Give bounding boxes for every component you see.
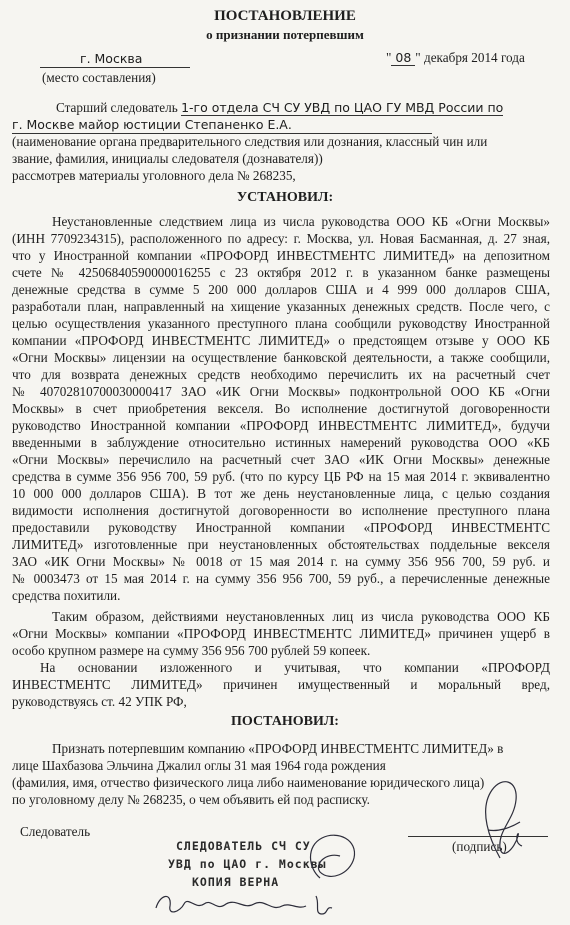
ustanovil-line: разработали план, направленный на хищение указанных денежных средств. После чего, с [12,299,550,314]
ustanovil-line: № 40702810700030000417 ЗАО «ИК Огни Москвы» подконтрольной ООО КБ «Огни [12,384,550,399]
ustanovil-line: Москвы» в счет приобретения векселя. Во исполнение достигнутой договоренности [12,401,550,416]
ustanovil-line: ЛИМИТЕД» изготовленные при неустановленных обстоятельствах поддельные векселя [12,537,550,552]
postanovil-line-1: Признать потерпевшим компанию «ПРОФОРД ИНВЕСТМЕНТС ЛИМИТЕД» в [52,741,504,756]
place-field [40,50,190,68]
ustanovil-heading: УСТАНОВИЛ: [236,190,334,205]
document-title: ПОСТАНОВЛЕНИЕ [214,8,356,24]
postanovil-line-2: лице Шахбазова Эльчина Джалил оглы 31 мая 1964 года рождения [12,758,386,773]
intro-caption-2: звание, фамилия, инициалы следователя (дознавателя)) [12,151,323,166]
conclusion-line: «Огни Москвы» компании «ПРОФОРД ИНВЕСТМЕНТС ЛИМИТЕД» причинен ущерб в [12,626,550,641]
signature-label: Следователь [20,824,91,839]
ustanovil-line: средства похитили. [12,588,121,603]
ustanovil-line: «Огни Москвы» перечислило на расчетный счет ЗАО «ИК Огни Москвы» денежные [12,452,550,467]
basis-line: На основании изложенного и учитывая, что компании «ПРОФОРД [40,660,550,675]
ustanovil-line: «Огни Москвы» лицензии на осуществление банковской деятельности, а также сообщили, [12,350,550,365]
ustanovil-line: (ИНН 7709234315), расположенного по адресу: г. Москва, ул. Новая Басманная, д. 27 зная, [12,231,550,246]
ustanovil-line: счете № 42506840590000016255 с 23 октября 2012 г. в указанном банке размещены [12,265,550,280]
investigator-signature [470,770,540,865]
investigator-title: Старший следователь [56,100,178,115]
place-value: г. Москва [80,51,143,66]
signature-caption: (подпись) [452,839,507,854]
ustanovil-line: № 0003473 от 15 мая 2014 г. на сумму 356 956 700, 59 руб., а перечисленные денежные [12,571,550,586]
document-subtitle: о признании потерпевшим [206,27,364,42]
stamp-line-3: КОПИЯ ВЕРНА [192,875,280,889]
postanovil-heading: ПОСТАНОВИЛ: [231,714,339,729]
ustanovil-line: что для возврата денежных средств необходимо перечислить их на расчетный счет [12,367,550,382]
ustanovil-line: средства в сумме 356 956 700, 59 руб. (что по курсу ЦБ РФ на 15 мая 2014 г. эквивалентно [12,469,550,484]
intro-reviewed: рассмотрев материалы уголовного дела № 268235, [12,168,296,183]
ustanovil-line: целью осуществления указанного преступного плана сообщили руководству Иностранной [12,316,550,331]
copy-certification-signature [150,884,340,920]
conclusion-line: особо крупном размере на сумму 356 956 700 рублей 59 копеек. [12,643,371,658]
ustanovil-line: введенными в заблуждение относительно истинных намерений руководства ООО «КБ [12,435,550,450]
ustanovil-line: ЗАО «ИК Огни Москвы» № 0018 от 15 мая 2014 г. на сумму 356 956 700, 59 руб. и [12,554,550,569]
date-field: " 08 " декабря 2014 года [386,50,525,65]
ustanovil-line: Неустановленные следствием лица из числа руководства ООО КБ «Огни Москвы» [52,214,550,229]
ustanovil-line: 10 000 000 долларов США). В тот же день неустановленные лица, с целью создания [12,486,550,501]
place-caption: (место составления) [42,70,156,85]
intro-line-1 [56,99,503,116]
intro-caption-1: (наименование органа предварительного следствия или дознания, классный чин или [12,134,488,149]
stamp-line-1: СЛЕДОВАТЕЛЬ СЧ СУ [176,839,311,853]
ustanovil-line: видимости исполнения достигнутой договоренности во исполнение преступного плана [12,503,550,518]
basis-line: ИНВЕСТМЕНТС ЛИМИТЕД» причинен имущественный и моральный вред, [12,677,550,692]
investigator-name: г. Москве майор юстиции Степаненко Е.А. [12,116,432,134]
postanovil-caption: (фамилия, имя, отчество физического лица либо наименование юридического лица) [12,775,485,790]
ustanovil-line: предоставили руководству Иностранной компании «ПРОФОРД ИНВЕСТМЕНТС [12,520,550,535]
ustanovil-line: руководство Иностранной компании «ПРОФОРД ИНВЕСТМЕНТС ЛИМИТЕД», будучи [12,418,550,433]
conclusion-line: Таким образом, действиями неустановленных лиц из числа руководства ООО КБ [52,609,550,624]
ustanovil-line: что у Иностранной компании «ПРОФОРД ИНВЕСТМЕНТС ЛИМИТЕД» на депозитном [12,248,550,263]
stamp-line-2: УВД по ЦАО г. Москвы [168,857,327,871]
ustanovil-line: компании «ПРОФОРД ИНВЕСТМЕНТС ЛИМИТЕД» о предстоящем отзыве у ООО КБ [12,333,550,348]
postanovil-line-4: по уголовному делу № 268235, о чем объявить ей под расписку. [12,792,370,807]
date-day: 08 [391,50,415,66]
investigator-department: 1-го отдела СЧ СУ УВД по ЦАО ГУ МВД России по [181,100,504,115]
date-month-year: декабря 2014 года [423,50,525,65]
ustanovil-line: денежные средства в сумме 5 200 000 долларов США и 4 999 000 долларов США, [12,282,550,297]
stamp-signature [300,828,370,888]
basis-line: руководствуясь ст. 42 УПК РФ, [12,694,187,709]
